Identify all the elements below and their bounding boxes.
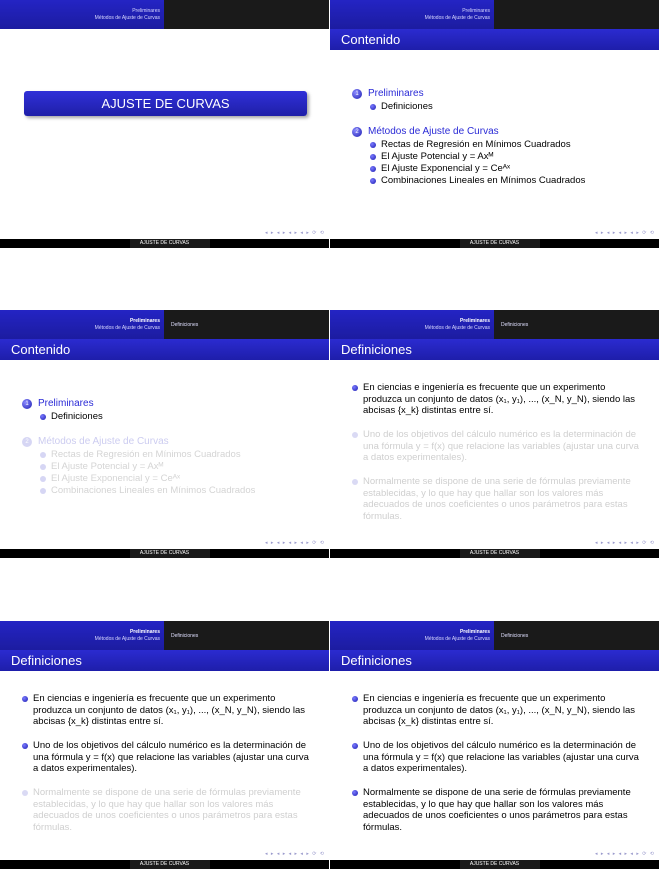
bullet-item: Uno de los objetivos del cálculo numérico es la determinación de una fórmula y = f(x) que relacione las variables (ajustar una curva a datos experimentales). [363,429,645,464]
header-bar [0,310,329,339]
nav-icons[interactable]: ◂ ▸ ◂ ▸ ◂ ▸ ◂ ▸ ⟳ ⟲ [595,540,655,546]
header-sec2[interactable]: Métodos de Ajuste de Curvas [424,15,490,21]
footer-bar [330,549,659,558]
toc-sub[interactable]: El Ajuste Potencial y = Axᴹ [22,461,255,473]
toc-section-1[interactable]: 1 Preliminares [22,397,255,411]
frame-title: Definiciones [330,650,659,671]
footer-title: AJUSTE DE CURVAS [139,240,190,246]
bullet-item: Normalmente se dispone de una serie de fórmulas previamente establecidas, y lo que hay que hallar son los valores más adecuados de unos coeficientes o unos parámetros para estas fórmulas. [363,787,645,833]
toc-sub[interactable]: El Ajuste Exponencial y = Ceᴬˣ [352,163,585,175]
frame-title: Definiciones [330,339,659,360]
header-bar [330,0,659,29]
footer-bar [0,549,329,558]
toc-sub[interactable]: El Ajuste Potencial y = Axᴹ [352,151,585,163]
toc-list [352,87,585,187]
toc-sub[interactable]: Combinaciones Lineales en Mínimos Cuadrados [352,175,585,187]
toc-section-2[interactable]: 2 Métodos de Ajuste de Curvas [352,125,585,139]
header-sec1[interactable]: Preliminares [129,318,160,324]
section-number-icon: 1 [22,399,32,409]
header-sec1[interactable]: Preliminares [459,318,490,324]
footer-title: AJUSTE DE CURVAS [139,861,190,867]
bullet-item: Normalmente se dispone de una serie de fórmulas previamente establecidas, y lo que hay que hallar son los valores más adecuados de unos coeficientes o unos parámetros para estas fórmulas. [363,476,645,522]
bullet-item: En ciencias e ingeniería es frecuente que un experimento produzca un conjunto de datos (x₁, y₁), ..., (x_N, y_N), siendo las abcisas {x_k} distintas entre sí. [363,382,645,417]
header-bar [0,621,329,650]
header-subsection[interactable]: Definiciones [171,322,199,328]
toc-sub[interactable]: Rectas de Regresión en Mínimos Cuadrados [352,139,585,151]
footer-bar [0,860,329,869]
header-sec1[interactable]: Preliminares [129,629,160,635]
header-bar [330,621,659,650]
toc-sub[interactable]: Combinaciones Lineales en Mínimos Cuadrados [22,485,255,497]
toc-sub[interactable]: El Ajuste Exponencial y = Ceᴬˣ [22,473,255,485]
section-number-icon: 2 [22,437,32,447]
slide-contents-sec1 [0,310,329,558]
header-sec2[interactable]: Métodos de Ajuste de Curvas [94,636,160,642]
frame-title: Contenido [330,29,659,50]
footer-bar [330,239,659,248]
footer-bar [0,239,329,248]
slide-definitions-3 [330,621,659,869]
header-bar [0,0,329,29]
header-sec2[interactable]: Métodos de Ajuste de Curvas [94,325,160,331]
header-sec2[interactable]: Métodos de Ajuste de Curvas [94,15,160,21]
frame-title: Contenido [0,339,329,360]
nav-icons[interactable]: ◂ ▸ ◂ ▸ ◂ ▸ ◂ ▸ ⟳ ⟲ [595,851,655,857]
bullet-item: Uno de los objetivos del cálculo numérico es la determinación de una fórmula y = f(x) que relacione las variables (ajustar una curva a datos experimentales). [363,740,645,775]
header-subsection[interactable]: Definiciones [501,322,529,328]
header-sec1[interactable]: Preliminares [462,8,490,14]
footer-title: AJUSTE DE CURVAS [469,861,520,867]
toc-list [22,397,255,497]
header-sec1[interactable]: Preliminares [132,8,160,14]
bullet-item: Uno de los objetivos del cálculo numérico es la determinación de una fórmula y = f(x) que relacione las variables (ajustar una curva a datos experimentales). [33,740,315,775]
section-number-icon: 1 [352,89,362,99]
footer-title: AJUSTE DE CURVAS [469,550,520,556]
title-box: AJUSTE DE CURVAS [24,91,307,116]
section-number-icon: 2 [352,127,362,137]
slide-title [0,0,329,248]
footer-title: AJUSTE DE CURVAS [139,550,190,556]
slide-contents [330,0,659,248]
nav-icons[interactable]: ◂ ▸ ◂ ▸ ◂ ▸ ◂ ▸ ⟳ ⟲ [595,230,655,236]
header-subsection[interactable]: Definiciones [171,633,199,639]
frame-title: Definiciones [0,650,329,671]
nav-icons[interactable]: ◂ ▸ ◂ ▸ ◂ ▸ ◂ ▸ ⟳ ⟲ [265,230,325,236]
toc-sub[interactable]: Definiciones [352,101,585,113]
slide-definitions-2 [0,621,329,869]
toc-sub[interactable]: Definiciones [22,411,255,423]
header-subsection[interactable]: Definiciones [501,633,529,639]
footer-bar [330,860,659,869]
header-sec2[interactable]: Métodos de Ajuste de Curvas [424,636,490,642]
nav-icons[interactable]: ◂ ▸ ◂ ▸ ◂ ▸ ◂ ▸ ⟳ ⟲ [265,540,325,546]
bullet-item: En ciencias e ingeniería es frecuente que un experimento produzca un conjunto de datos (x₁, y₁), ..., (x_N, y_N), siendo las abcisas {x_k} distintas entre sí. [363,693,645,728]
nav-icons[interactable]: ◂ ▸ ◂ ▸ ◂ ▸ ◂ ▸ ⟳ ⟲ [265,851,325,857]
toc-section-1[interactable]: 1 Preliminares [352,87,585,101]
bullet-item: En ciencias e ingeniería es frecuente que un experimento produzca un conjunto de datos (x₁, y₁), ..., (x_N, y_N), siendo las abcisas {x_k} distintas entre sí. [33,693,315,728]
toc-section-2[interactable]: 2 Métodos de Ajuste de Curvas [22,435,255,449]
header-sec1[interactable]: Preliminares [459,629,490,635]
header-sec2[interactable]: Métodos de Ajuste de Curvas [424,325,490,331]
bullet-item: Normalmente se dispone de una serie de fórmulas previamente establecidas, y lo que hay que hallar son los valores más adecuados de unos coeficientes o unos parámetros para estas fórmulas. [33,787,315,833]
toc-sub[interactable]: Rectas de Regresión en Mínimos Cuadrados [22,449,255,461]
header-bar [330,310,659,339]
footer-title: AJUSTE DE CURVAS [469,240,520,246]
slide-definitions-1 [330,310,659,558]
